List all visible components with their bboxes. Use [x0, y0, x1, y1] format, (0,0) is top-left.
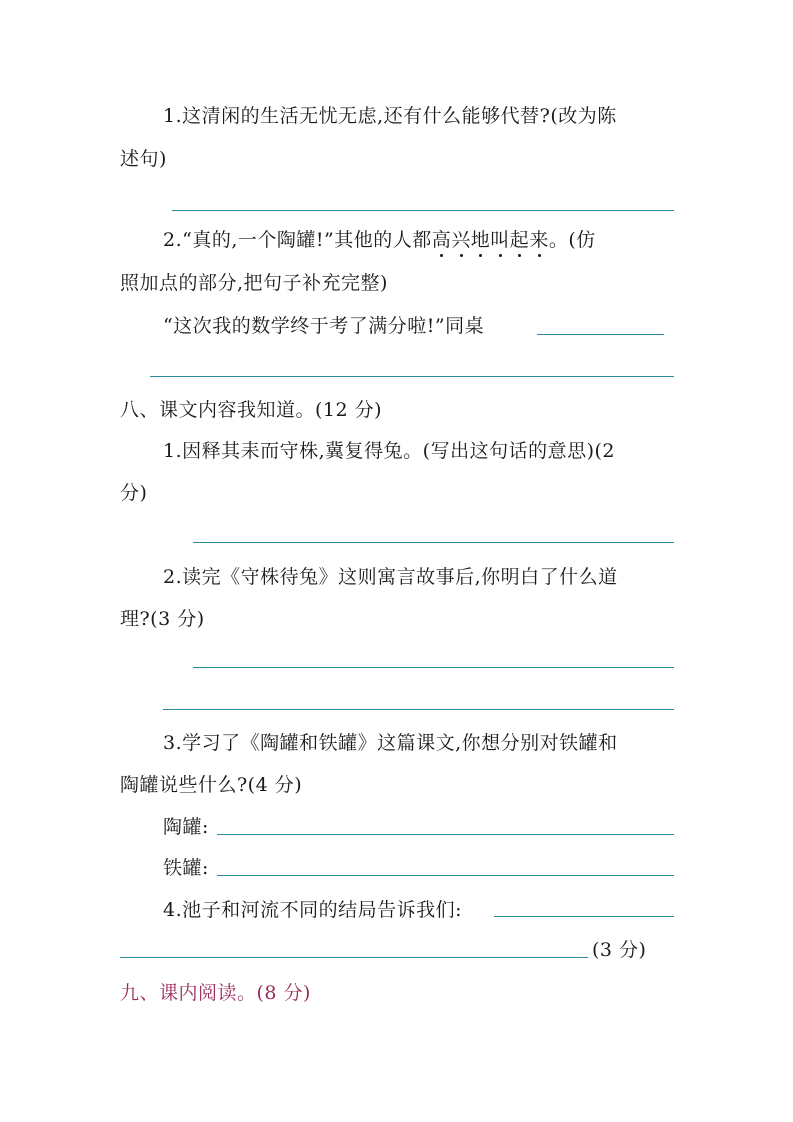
- q7-item2-answer-line-inline[interactable]: [537, 334, 664, 335]
- q8-item3-label-taoguan: 陶罐:: [163, 816, 209, 838]
- q8-item4-answer-line-1[interactable]: [494, 916, 674, 917]
- q8-item2-line1: 2.读完《守株待兔》这则寓言故事后,你明白了什么道: [163, 566, 618, 588]
- q8-item2-line2: 理?(3 分): [120, 608, 205, 630]
- q7-item1-line1: 1.这清闲的生活无忧无虑,还有什么能够代替?(改为陈: [163, 105, 617, 127]
- q7-item2-prompt: “这次我的数学终于考了满分啦!”同桌: [163, 315, 485, 337]
- q7-item1-answer-line[interactable]: [172, 210, 674, 211]
- section-9-title: 九、课内阅读。(8 分): [120, 982, 311, 1004]
- emphasis-dot-char: 高: [431, 229, 452, 251]
- q8-item3-taoguan-answer-line[interactable]: [217, 834, 674, 835]
- emphasis-dot-char: 起: [509, 229, 530, 251]
- emphasis-dot-char: 兴: [451, 229, 471, 251]
- emphasis-dot-char: 叫: [490, 229, 510, 251]
- q8-item3-tieguan-answer-line[interactable]: [217, 875, 674, 876]
- section-8-title: 八、课文内容我知道。(12 分): [120, 399, 383, 421]
- q8-item3-line2: 陶罐说些什么?(4 分): [120, 774, 303, 796]
- q7-item2-line1: [163, 228, 596, 252]
- q8-item4-answer-line-2[interactable]: [120, 957, 588, 958]
- q7-item1-line2: 述句): [120, 148, 167, 170]
- q8-item4-score: (3 分): [592, 939, 647, 961]
- q7-item2-answer-line-full[interactable]: [150, 376, 674, 377]
- q8-item4-line1: 4.池子和河流不同的结局告诉我们:: [163, 899, 463, 921]
- q7-item2-line2: 照加点的部分,把句子补充完整): [120, 272, 388, 294]
- emphasis-dot-char: 来: [529, 229, 549, 251]
- q8-item1-line1: 1.因释其耒而守株,冀复得兔。(写出这句话的意思)(2: [163, 440, 615, 462]
- q7-item2-text-after: 。(仿: [548, 229, 596, 251]
- q8-item2-answer-line-2[interactable]: [163, 709, 674, 710]
- q8-item1-answer-line[interactable]: [193, 542, 674, 543]
- q8-item1-line2: 分): [120, 482, 148, 504]
- q8-item2-answer-line-1[interactable]: [193, 667, 674, 668]
- q8-item3-label-tieguan: 铁罐:: [163, 857, 209, 879]
- q8-item3-line1: 3.学习了《陶罐和铁罐》这篇课文,你想分别对铁罐和: [163, 732, 618, 754]
- emphasis-dot-char: 地: [470, 229, 491, 251]
- q7-item2-text-before: 2.“真的,一个陶罐!”其他的人都: [163, 229, 432, 251]
